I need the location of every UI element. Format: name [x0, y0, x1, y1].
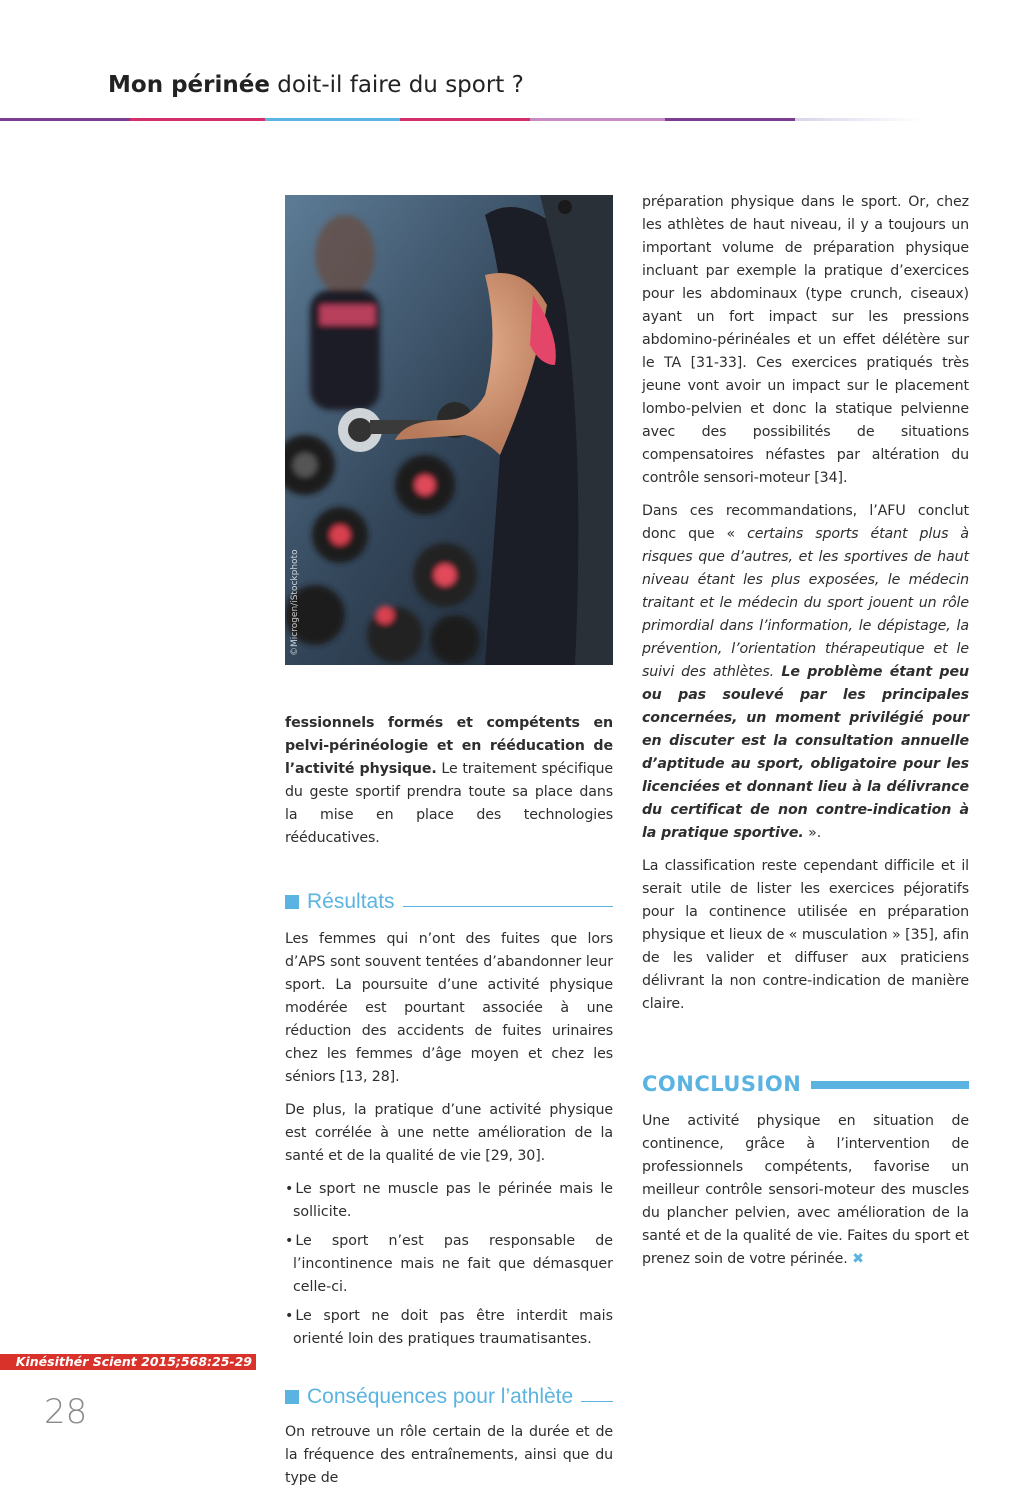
header-title-bold: Mon périnée	[108, 72, 270, 98]
results-paragraph-2: De plus, la pratique d’une activité physique est corrélée à une nette amélioration de la santé et de la qualité de vie [29, 30].	[285, 1102, 613, 1164]
results-heading	[285, 890, 613, 914]
classification-paragraph: La classification reste cependant difficile et il serait utile de lister les exercices péjoratifs pour la continence utilisée en préparation physique et lieux de « musculation » [35], afin de les valider et diffuser aux praticiens délivrant la non contre-indication de manière claire.	[642, 858, 969, 1012]
afu-start: Dans ces recommandations, l’AFU conclut donc que «	[642, 503, 969, 542]
end-of-article-icon: ✖	[852, 1251, 864, 1267]
header-title-rest: doit-il faire du sport ?	[269, 72, 524, 98]
gym-photo	[285, 195, 613, 665]
results-paragraph-1: Les femmes qui n’ont des fuites que lors d’APS sont souvent tentées d’abandonner leur sport. La poursuite d’une activité physique modérée est pourtant associée à une réduction des accidents de fuites urinaires chez les femmes d’âge moyen et chez les séniors [13, 28].	[285, 931, 613, 1085]
list-item: • Le sport ne doit pas être interdit mais orienté loin des pratiques traumatisantes.	[285, 1305, 613, 1351]
results-title: Résultats	[307, 890, 395, 913]
consequences-title: Conséquences pour l’athlète	[307, 1385, 574, 1408]
consequences-paragraph: On retrouve un rôle certain de la durée et de la fréquence des entraînements, ainsi que du type de	[285, 1424, 613, 1486]
conclusion-text: Une activité physique en situation de continence, grâce à l’intervention de professionnels compétents, favorise un meilleur contrôle sensori-moteur des muscles du plancher pelvien, avec amélioration de la santé et de la qualité de vie. Faites du sport et prenez soin de votre périnée.	[642, 1113, 969, 1267]
afu-quote-bold: Le problème étant peu ou pas soulevé par les principales concernées, un moment privilégié pour en discuter est la consultation annuelle d’aptitude au sport, obligatoire pour les licenciées et donnant lieu à la délivrance du certificat de non contre-indication à la pratique sportive.	[642, 664, 969, 841]
photo-credit	[290, 190, 302, 660]
right-column	[642, 191, 969, 1281]
page-number: 28	[44, 1392, 88, 1432]
conclusion-heading	[642, 1072, 969, 1096]
intro-bold: fessionnels formés et compétents en pelvi-périnéologie et en rééducation de l’activité physique.	[285, 715, 613, 777]
section-line	[403, 906, 613, 907]
intro-paragraph	[285, 712, 613, 850]
consequences-heading	[285, 1385, 613, 1409]
section-line	[581, 1401, 613, 1402]
list-item: • Le sport ne muscle pas le périnée mais le sollicite.	[285, 1178, 613, 1224]
gym-photo-illustration	[285, 195, 613, 665]
key-points-list	[285, 1178, 613, 1351]
afu-end: ».	[803, 825, 822, 841]
intro-rest: Le traitement spécifique du geste sportif prendra toute sa place dans la mise en place des technologies rééducatives.	[285, 761, 613, 846]
afu-paragraph	[642, 500, 969, 845]
photo-credit-text: ©Microgen/iStockphoto	[290, 549, 300, 656]
conclusion-title: CONCLUSION	[642, 1072, 802, 1096]
left-column	[285, 712, 613, 1500]
section-square-icon	[285, 1390, 299, 1404]
header-divider	[0, 118, 925, 121]
section-square-icon	[285, 895, 299, 909]
journal-citation: Kinésithér Scient 2015;568:25-29	[0, 1354, 256, 1370]
conclusion-bar	[811, 1081, 969, 1089]
page-header-title	[108, 72, 524, 98]
conclusion-paragraph	[642, 1110, 969, 1271]
right-paragraph-1: préparation physique dans le sport. Or, chez les athlètes de haut niveau, il y a toujours un important volume de préparation physique incluant par exemple la pratique d’exercices pour les abdominaux (type crunch, ciseaux) ayant un fort impact sur les pressions abdomino-périnéales et un effet délétère sur le TA [31-33]. Ces exercices pratiqués très jeune vont avoir un impact sur le placement lombo-pelvien et donc la statique pelvienne avec des possibilités de situations compensatoires néfastes par altération du contrôle sensori-moteur [34].	[642, 194, 969, 486]
list-item: • Le sport n’est pas responsable de l’incontinence mais ne fait que démasquer celle-ci.	[285, 1230, 613, 1299]
afu-quote-italic: certains sports étant plus à risques que d’autres, et les sportives de haut niveau étant les plus exposées, le médecin traitant et le médecin du sport jouent un rôle primordial dans l’information, le dépistage, la prévention, l’orientation thérapeutique et le suivi des athlètes.	[642, 526, 969, 680]
